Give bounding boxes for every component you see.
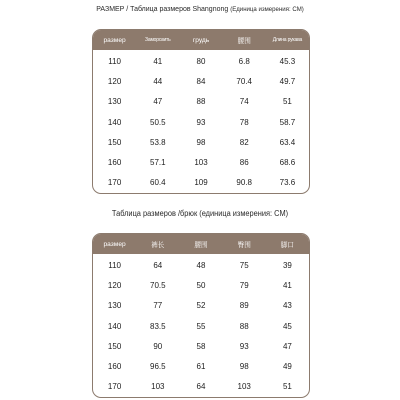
bottom-size-table [92,233,310,398]
table-cell: 58.7 [279,117,296,127]
table-row [93,275,309,295]
header-chest: грудь [192,36,210,44]
bottom-table-header-row [93,234,309,254]
table-row [93,71,309,91]
table-cell: 90 [153,341,163,351]
top-table-body [93,50,309,193]
table-cell: 150 [107,137,122,147]
top-size-table [92,29,310,194]
table-cell: 61 [196,362,206,372]
table-cell: 51 [282,382,292,392]
table-cell: 98 [196,137,206,147]
table-cell: 89 [239,301,249,311]
table-cell: 70.4 [236,76,252,86]
table-cell: 103 [237,382,251,392]
table-cell: 50 [196,280,206,290]
table-cell: 120 [107,76,122,86]
top-table-title: РАЗМЕР / Таблица размеров Shangnong [96,4,229,13]
table-cell: 109 [194,178,208,188]
table-cell: 96.5 [150,362,166,372]
header-pants-length: 裤长 [151,242,165,249]
table-cell: 170 [107,178,122,188]
table-cell: 50.5 [150,117,166,127]
table-cell: 57.1 [150,158,166,168]
header-sleeve-length: Длина рукава [272,37,303,43]
table-cell: 68.6 [279,158,296,168]
header-waist: 腰围 [194,242,208,249]
table-row [93,152,309,172]
table-row [93,112,309,132]
table-row [93,255,309,275]
table-cell: 63.4 [279,137,296,147]
table-cell: 110 [108,260,121,270]
table-cell: 170 [107,382,122,392]
table-cell: 150 [107,341,122,351]
table-cell: 74 [239,97,249,107]
top-table-caption [16,4,384,13]
table-cell: 45.3 [279,56,296,66]
table-cell: 140 [107,117,122,127]
table-cell: 47 [282,341,292,351]
table-cell: 73.6 [279,178,296,188]
table-row [93,316,309,336]
table-cell: 77 [153,301,163,311]
table-row [93,132,309,152]
table-cell: 45 [282,321,292,331]
table-cell: 49.7 [279,76,296,86]
table-cell: 43 [282,301,292,311]
table-cell: 90.8 [236,178,252,188]
header-length: Заморозить [145,37,171,43]
table-cell: 80 [196,56,206,66]
table-cell: 41 [153,56,163,66]
table-cell: 98 [239,362,249,372]
table-cell: 103 [194,158,208,168]
table-cell: 44 [153,76,163,86]
table-row [93,51,309,71]
table-cell: 140 [107,321,122,331]
table-cell: 78 [239,117,249,127]
table-cell: 160 [107,362,122,372]
table-cell: 93 [196,117,206,127]
table-row [93,377,309,397]
table-cell: 6.8 [238,56,250,66]
table-cell: 79 [239,280,249,290]
header-waist: 腰围 [237,38,251,45]
table-cell: 86 [239,158,249,168]
table-cell: 64 [196,382,206,392]
table-cell: 75 [239,260,249,270]
header-leg-opening: 脚口 [280,242,294,249]
table-cell: 160 [107,158,122,168]
table-row [93,92,309,112]
header-size: размер [103,240,126,248]
header-hip: 臀围 [237,242,251,249]
table-cell: 83.5 [150,321,166,331]
table-cell: 130 [107,97,122,107]
bottom-table-caption: Таблица размеров /брюк (единица измерения: CM) [111,209,289,218]
table-cell: 58 [196,341,206,351]
table-cell: 93 [239,341,249,351]
top-table-header-row [93,30,309,50]
header-size: размер [103,36,126,44]
top-table-unit: (Единица измерения: CM) [230,6,304,13]
table-cell: 60.4 [150,178,166,188]
table-cell: 84 [196,76,206,86]
table-cell: 64 [153,260,163,270]
table-cell: 39 [282,260,292,270]
table-cell: 53.8 [150,137,166,147]
table-row [93,173,309,193]
table-cell: 47 [153,97,163,107]
table-cell: 51 [282,97,292,107]
table-cell: 49 [282,362,292,372]
table-cell: 82 [239,137,249,147]
table-row [93,296,309,316]
table-cell: 48 [196,260,206,270]
table-cell: 110 [108,56,121,66]
table-cell: 120 [107,280,122,290]
table-cell: 41 [282,280,292,290]
table-cell: 88 [239,321,249,331]
table-row [93,356,309,376]
table-cell: 55 [196,321,206,331]
table-cell: 130 [107,301,122,311]
table-row [93,336,309,356]
table-cell: 88 [196,97,206,107]
table-cell: 103 [151,382,165,392]
table-cell: 52 [196,301,206,311]
table-cell: 70.5 [150,280,166,290]
bottom-table-body [93,254,309,397]
